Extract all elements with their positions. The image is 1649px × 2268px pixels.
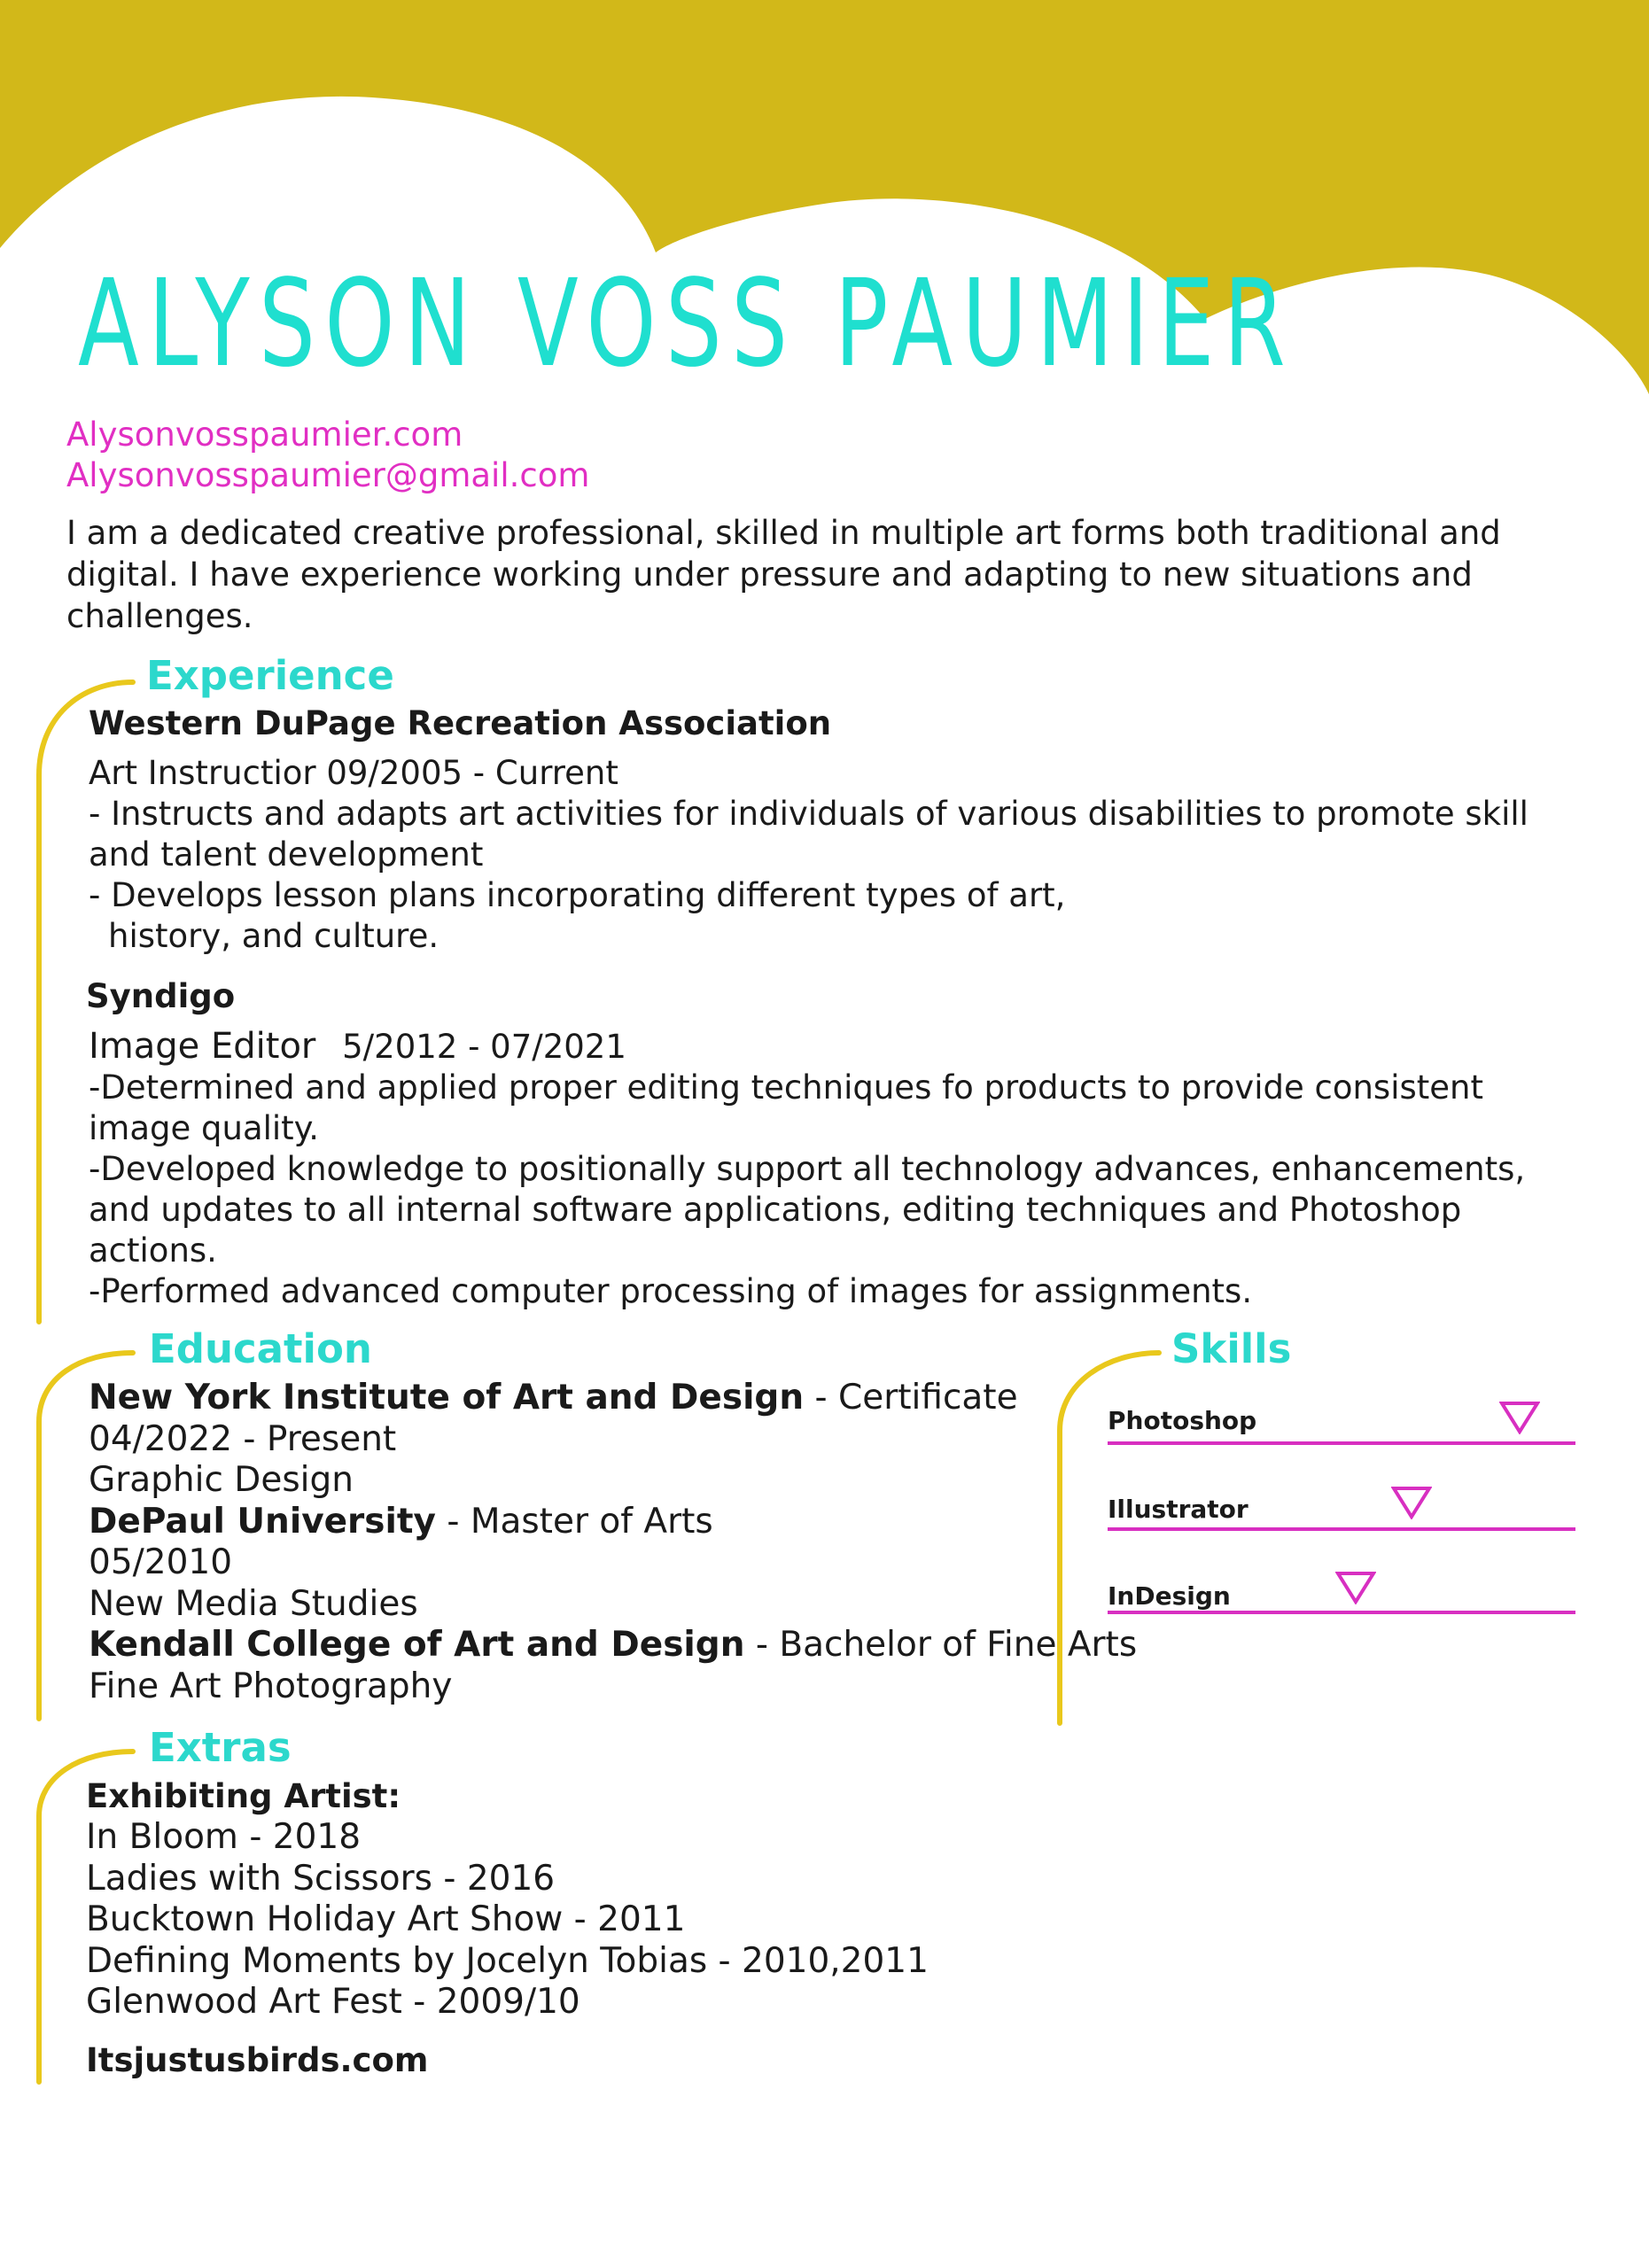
school-field: Fine Art Photography xyxy=(89,1666,453,1706)
school-name: DePaul University xyxy=(89,1501,436,1542)
school-degree: - Master of Arts xyxy=(435,1501,713,1542)
show-item: Ladies with Scissors - 2016 xyxy=(86,1858,556,1899)
job-bullet: -Performed advanced computer processing of images for assignments. xyxy=(89,1272,1253,1310)
personal-site-link[interactable]: Itsjustusbirds.com xyxy=(86,2041,429,2079)
school-degree: - Bachelor of Fine Arts xyxy=(744,1625,1138,1665)
skill-line-photoshop xyxy=(1108,1441,1575,1445)
school-degree: - Certificate xyxy=(804,1378,1018,1418)
skill-line-illustrator xyxy=(1108,1527,1575,1531)
show-item: Glenwood Art Fest - 2009/10 xyxy=(86,1982,580,2022)
skill-label-illustrator: Illustrator xyxy=(1108,1495,1248,1524)
job-wdra xyxy=(89,703,1577,957)
job-bullet: -Determined and applied proper editing techniques fo products to provide consistent image quality. xyxy=(89,1068,1483,1147)
school-dates: 04/2022 - Present xyxy=(89,1418,397,1459)
skill-level-marker-illustrator xyxy=(1391,1486,1432,1519)
skills-heading: Skills xyxy=(1171,1325,1292,1372)
show-item: In Bloom - 2018 xyxy=(86,1817,362,1857)
school-field: Graphic Design xyxy=(89,1460,354,1500)
extras-subheading: Exhibiting Artist: xyxy=(86,1777,401,1815)
job-bullet-continued: history, and culture. xyxy=(108,917,439,955)
extras-list xyxy=(86,1776,929,2023)
job-org: Syndigo xyxy=(86,977,236,1015)
job-role-dates: Art Instructior 09/2005 - Current xyxy=(89,754,618,792)
education-heading: Education xyxy=(149,1325,372,1372)
candidate-name: ALYSON VOSS PAUMIER xyxy=(78,254,1295,394)
skill-label-indesign: InDesign xyxy=(1108,1581,1231,1611)
skill-line-indesign xyxy=(1108,1611,1575,1614)
job-bullet: - Develops lesson plans incorporating different types of art, xyxy=(89,876,1066,914)
skill-level-marker-indesign xyxy=(1335,1571,1376,1604)
summary-paragraph: I am a dedicated creative professional, skilled in multiple art forms both traditional and digital. I have experience working under pressure and adapting to new situations and challenges. xyxy=(66,514,1501,635)
job-syndigo xyxy=(86,976,1583,1312)
job-bullet: -Developed knowledge to positionally support all technology advances, enhancements, and updates to all internal software applications, editing techniques and Photoshop actions. xyxy=(89,1150,1526,1270)
job-org: Western DuPage Recreation Association xyxy=(89,704,832,742)
skill-label-photoshop: Photoshop xyxy=(1108,1406,1257,1435)
experience-heading: Experience xyxy=(146,652,394,699)
school-name: Kendall College of Art and Design xyxy=(89,1625,745,1665)
school-dates: 05/2010 xyxy=(89,1542,233,1582)
job-dates: 5/2012 - 07/2021 xyxy=(342,1028,626,1066)
show-item: Defining Moments by Jocelyn Tobias - 2010,2011 xyxy=(86,1940,929,1981)
show-item: Bucktown Holiday Art Show - 2011 xyxy=(86,1899,686,1939)
email-link[interactable]: Alysonvosspaumier@gmail.com xyxy=(66,456,590,494)
school-name: New York Institute of Art and Design xyxy=(89,1378,805,1418)
education-list xyxy=(89,1378,1137,1707)
website-link[interactable]: Alysonvosspaumier.com xyxy=(66,416,463,454)
job-role: Image Editor xyxy=(89,1026,316,1067)
skill-level-marker-photoshop xyxy=(1499,1401,1540,1434)
extras-heading: Extras xyxy=(149,1724,292,1771)
job-bullet: - Instructs and adapts art activities for individuals of various disabilities to promote skill and talent development xyxy=(89,795,1528,874)
school-field: New Media Studies xyxy=(89,1583,418,1624)
